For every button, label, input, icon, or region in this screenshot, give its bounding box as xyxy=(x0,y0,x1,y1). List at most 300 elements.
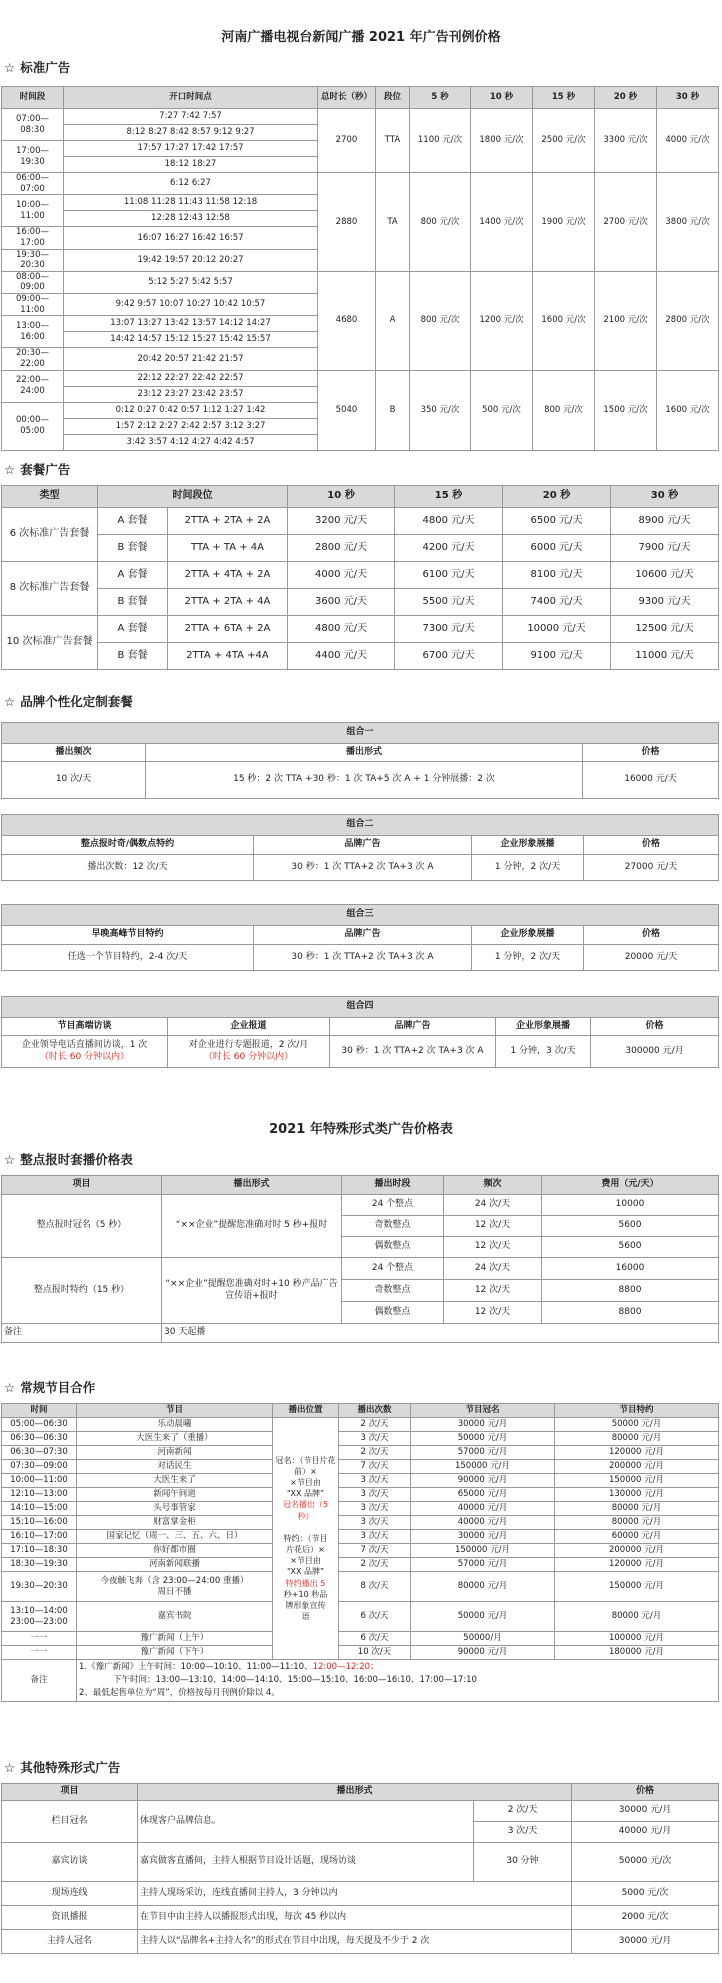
col-header: 时间段位 xyxy=(98,486,288,508)
price-30s: 11000 元/天 xyxy=(611,643,719,670)
col-header: 播出次数 xyxy=(339,1404,411,1418)
table-row xyxy=(2,1930,719,1954)
price-30s: 3800 元/次 xyxy=(657,173,719,272)
price-5s: 800 元/次 xyxy=(410,271,471,370)
price: 40000 元/月 xyxy=(572,1822,719,1843)
position-line: 牌形象宣传 xyxy=(285,1601,326,1611)
price-10s: 500 元/次 xyxy=(471,370,533,450)
table-row xyxy=(2,589,719,616)
title-sponsor-price: 40000 元/月 xyxy=(411,1516,555,1530)
title-sponsor-price: 150000 元/月 xyxy=(411,1544,555,1558)
broadcast-count: 3 次/天 xyxy=(339,1432,411,1446)
program-name: 你好都市圈 xyxy=(77,1544,273,1558)
special-sponsor-price: 200000 元/月 xyxy=(555,1544,719,1558)
col-header: 播出形式 xyxy=(146,744,583,762)
price-20s: 9100 元/天 xyxy=(503,643,611,670)
section-label: 其他特殊形式广告 xyxy=(20,1760,121,1775)
price-30s: 9300 元/天 xyxy=(611,589,719,616)
star-icon: ☆ xyxy=(4,1380,16,1395)
duration: 30 分钟 xyxy=(474,1843,572,1882)
time-points: 0:12 0:27 0:42 0:57 1:12 1:27 1:42 xyxy=(64,402,318,418)
time-points: 1:57 2:12 2:27 2:42 2:57 3:12 3:27 xyxy=(64,418,318,434)
price-15s: 4200 元/天 xyxy=(395,535,503,562)
special-sponsor-price: 80000 元/月 xyxy=(555,1602,719,1632)
fee: 16000 xyxy=(542,1258,719,1280)
frequency: 12 次/天 xyxy=(444,1302,542,1324)
price-15s: 7300 元/天 xyxy=(395,616,503,643)
price-30s: 2800 元/次 xyxy=(657,271,719,370)
fee: 5600 xyxy=(542,1216,719,1237)
level: TA xyxy=(376,173,410,272)
fee: 10000 xyxy=(542,1195,719,1216)
special-sponsor-price: 180000 元/月 xyxy=(555,1646,719,1660)
broadcast-count: 7 次/天 xyxy=(339,1460,411,1474)
program-time: 17:10—18:30 xyxy=(2,1544,77,1558)
table-row xyxy=(2,1036,719,1068)
special-sponsor-price: 200000 元/月 xyxy=(555,1460,719,1474)
col-header: 品牌广告 xyxy=(254,836,472,855)
table-row xyxy=(2,1258,719,1280)
time-slot: 09:00—11:00 xyxy=(2,294,64,316)
price: 27000 元/天 xyxy=(584,855,719,881)
broadcast-position xyxy=(273,1418,339,1660)
time-slot: 20:30—22:00 xyxy=(2,348,64,370)
col-header: 企业形象展播 xyxy=(472,836,584,855)
special-sponsor-price: 150000 元/月 xyxy=(555,1572,719,1602)
time-points: 20:42 20:57 21:42 21:57 xyxy=(64,348,318,370)
star-icon: ☆ xyxy=(4,462,16,477)
program-time: 07:30—09:00 xyxy=(2,1460,77,1474)
package-name: B 套餐 xyxy=(98,589,168,616)
price: 2000 元/次 xyxy=(572,1906,719,1930)
program-name: 河南新闻联播 xyxy=(77,1558,273,1572)
program-name: 大医生来了 xyxy=(77,1474,273,1488)
table-row xyxy=(2,271,719,293)
duration-note: （时长 60 分钟以内） xyxy=(39,1051,130,1062)
standard-ad-table xyxy=(1,86,719,451)
package-combo: 2TTA + 2TA + 2A xyxy=(168,508,288,535)
price-15s: 800 元/次 xyxy=(533,370,595,450)
program-name: 乐动晨曦 xyxy=(77,1418,273,1432)
segment: 24 个整点 xyxy=(342,1258,444,1280)
combo-title: 组合三 xyxy=(2,905,719,926)
frequency: 24 次/天 xyxy=(444,1195,542,1216)
combo-one-table xyxy=(1,722,719,799)
position-line: 特约播出 5 xyxy=(285,1578,326,1588)
col-header: 价格 xyxy=(591,1018,719,1036)
program-time: 16:10—17:00 xyxy=(2,1530,77,1544)
price-20s: 2100 元/次 xyxy=(595,271,657,370)
item-name: 整点报时特约（15 秒） xyxy=(2,1258,162,1324)
star-icon: ☆ xyxy=(4,1760,16,1775)
table-row xyxy=(2,1530,719,1544)
document-title: 河南广播电视台新闻广播 2021 年广告刊例价格 xyxy=(221,30,501,45)
table-row xyxy=(2,508,719,535)
col-header: 播出形式 xyxy=(162,1176,342,1195)
special-sponsor-price: 80000 元/月 xyxy=(555,1432,719,1446)
program-table xyxy=(1,1403,719,1702)
col-header: 总时长（秒） xyxy=(318,87,376,109)
price-5s: 350 元/次 xyxy=(410,370,471,450)
cell: 1 分钟，3 次/天 xyxy=(496,1036,591,1068)
broadcast-count: 3 次/天 xyxy=(339,1488,411,1502)
segment: 偶数整点 xyxy=(342,1302,444,1324)
item-name: 现场连线 xyxy=(2,1882,138,1906)
position-line: 片花后）× xyxy=(286,1545,325,1555)
program-name: 豫广新闻（上午） xyxy=(77,1632,273,1646)
col-header: 10 秒 xyxy=(288,486,395,508)
note-highlight: 12:00—12:20； xyxy=(312,1662,379,1673)
col-header: 整点报时奇/偶数点特约 xyxy=(2,836,254,855)
col-header: 企业报道 xyxy=(168,1018,330,1036)
time-points: 6:12 6:27 xyxy=(64,173,318,195)
time-points: 19:42 19:57 20:12 20:27 xyxy=(64,249,318,271)
table-row xyxy=(2,1544,719,1558)
note-label: 备注 xyxy=(2,1660,77,1702)
program-name: 对话民生 xyxy=(77,1460,273,1474)
table-row xyxy=(2,1432,719,1446)
program-name: 新闻午间道 xyxy=(77,1488,273,1502)
package-name: A 套餐 xyxy=(98,562,168,589)
table-row xyxy=(2,762,719,799)
program-note: 周日不播 xyxy=(157,1586,192,1597)
broadcast-form: 15 秒：2 次 TTA +30 秒：1 次 TA+5 次 A + 1 分钟展播：2 次 xyxy=(146,762,583,799)
package-name: A 套餐 xyxy=(98,616,168,643)
col-header: 节目特约 xyxy=(555,1404,719,1418)
price-10s: 4000 元/天 xyxy=(288,562,395,589)
price: 50000 元/次 xyxy=(572,1843,719,1882)
combo-two-table xyxy=(1,814,719,881)
program-name: 财富掌金柜 xyxy=(77,1516,273,1530)
col-header: 项目 xyxy=(2,1176,162,1195)
cell: 30 秒：1 次 TTA+2 次 TA+3 次 A xyxy=(254,855,472,881)
table-row xyxy=(2,370,719,386)
price-30s: 10600 元/天 xyxy=(611,562,719,589)
time-points: 16:07 16:27 16:42 16:57 xyxy=(64,227,318,249)
title-sponsor-price: 50000 元/月 xyxy=(411,1432,555,1446)
time-points: 13:07 13:27 13:42 13:57 14:12 14:27 xyxy=(64,316,318,332)
position-line: 秒） xyxy=(297,1511,314,1521)
package-name: A 套餐 xyxy=(98,508,168,535)
price-10s: 3200 元/天 xyxy=(288,508,395,535)
program-name: 嘉宾书院 xyxy=(77,1602,273,1632)
broadcast-count: 3 次/天 xyxy=(339,1502,411,1516)
package-ad-table xyxy=(1,485,719,670)
time-points: 8:12 8:27 8:42 8:57 9:12 9:27 xyxy=(64,125,318,141)
frequency: 12 次/天 xyxy=(444,1237,542,1258)
table-header-row xyxy=(2,87,719,109)
program-time: 18:30—19:30 xyxy=(2,1558,77,1572)
table-header-row xyxy=(2,1404,719,1418)
special-sponsor-price: 80000 元/月 xyxy=(555,1502,719,1516)
price-30s: 12500 元/天 xyxy=(611,616,719,643)
package-combo: 2TTA + 6TA + 2A xyxy=(168,616,288,643)
position-line: “XX 品牌” xyxy=(286,1567,325,1577)
cell: 任选一个节目特约，2-4 次/天 xyxy=(2,945,254,971)
package-type: 10 次标准广告套餐 xyxy=(2,616,98,670)
frequency: 2 次/天 xyxy=(474,1801,572,1822)
combo-four-table xyxy=(1,996,719,1068)
program-name: 国家记忆（周一、三、五、六、日） xyxy=(77,1530,273,1544)
time-points: 7:27 7:42 7:57 xyxy=(64,109,318,125)
price-20s: 10000 元/天 xyxy=(503,616,611,643)
report-cell xyxy=(168,1036,330,1068)
special-sponsor-price: 60000 元/月 xyxy=(555,1530,719,1544)
col-header: 节目冠名 xyxy=(411,1404,555,1418)
col-header: 播出频次 xyxy=(2,744,146,762)
time-points: 22:12 22:27 22:42 22:57 xyxy=(64,370,318,386)
col-header: 5 秒 xyxy=(410,87,471,109)
fee: 8800 xyxy=(542,1280,719,1302)
segment: 奇数整点 xyxy=(342,1216,444,1237)
section-label: 整点报时套播价格表 xyxy=(20,1152,133,1167)
section-label: 品牌个性化定制套餐 xyxy=(20,694,133,709)
broadcast-count: 3 次/天 xyxy=(339,1474,411,1488)
time-points: 23:12 23:27 23:42 23:57 xyxy=(64,386,318,402)
table-header-row xyxy=(2,1784,719,1801)
frequency: 3 次/天 xyxy=(474,1822,572,1843)
total-duration: 5040 xyxy=(318,370,376,450)
star-icon: ☆ xyxy=(4,60,16,75)
time-points: 17:57 17:27 17:42 17:57 xyxy=(64,141,318,157)
broadcast-count: 2 次/天 xyxy=(339,1418,411,1432)
col-header: 价格 xyxy=(572,1784,719,1801)
frequency: 24 次/天 xyxy=(444,1258,542,1280)
price-30s: 7900 元/天 xyxy=(611,535,719,562)
table-row xyxy=(2,1906,719,1930)
broadcast-form: 主持人以“品牌名+主持人名”的形式在节目中出现，每天提及不少于 2 次 xyxy=(138,1930,572,1954)
col-header: 项目 xyxy=(2,1784,138,1801)
time-slot: 19:30—20:30 xyxy=(2,249,64,271)
level: B xyxy=(376,370,410,450)
col-header: 频次 xyxy=(444,1176,542,1195)
section-title-brand xyxy=(4,692,133,710)
price-15s: 1900 元/次 xyxy=(533,173,595,272)
time-slot: 08:00—09:00 xyxy=(2,271,64,293)
col-header: 价格 xyxy=(584,926,719,945)
interview-text: 企业领导电话直播间访谈，1 次 xyxy=(21,1040,148,1051)
title-sponsor-price: 90000 元/月 xyxy=(411,1474,555,1488)
title-sponsor-price: 57000 元/月 xyxy=(411,1558,555,1572)
col-header: 时间 xyxy=(2,1404,77,1418)
note-cell xyxy=(77,1660,719,1702)
col-header: 类型 xyxy=(2,486,98,508)
title-sponsor-price: 150000 元/月 xyxy=(411,1460,555,1474)
program-name: 大医生来了（重播） xyxy=(77,1432,273,1446)
broadcast-count: 8 次/天 xyxy=(339,1572,411,1602)
interview-cell xyxy=(2,1036,168,1068)
position-line: 特约：（节目 xyxy=(283,1533,328,1543)
broadcast-count: 10 次/天 xyxy=(339,1646,411,1660)
item-name: 整点报时冠名（5 秒） xyxy=(2,1195,162,1258)
segment: 偶数整点 xyxy=(342,1237,444,1258)
broadcast-count: 6 次/天 xyxy=(339,1632,411,1646)
program-time: 05:00—06:30 xyxy=(2,1418,77,1432)
note-text: 2、最低起售单位为“周”，价格按每月刊例价除以 4。 xyxy=(79,1687,280,1698)
col-header: 品牌广告 xyxy=(254,926,472,945)
table-row xyxy=(2,1502,719,1516)
position-line xyxy=(275,1522,336,1533)
price-10s: 2800 元/天 xyxy=(288,535,395,562)
col-header: 15 秒 xyxy=(533,87,595,109)
col-header: 20 秒 xyxy=(503,486,611,508)
package-combo: 2TTA + 4TA + 2A xyxy=(168,562,288,589)
level: A xyxy=(376,271,410,370)
col-header: 早晚高峰节目特约 xyxy=(2,926,254,945)
price-30s: 1600 元/次 xyxy=(657,370,719,450)
col-header: 品牌广告 xyxy=(330,1018,496,1036)
table-row xyxy=(2,562,719,589)
cell: 1 分钟，2 次/天 xyxy=(472,945,584,971)
special-sponsor-price: 80000 元/月 xyxy=(555,1516,719,1530)
price-20s: 1500 元/次 xyxy=(595,370,657,450)
title-sponsor-price: 90000 元/月 xyxy=(411,1646,555,1660)
special-sponsor-price: 120000 元/月 xyxy=(555,1446,719,1460)
special-sponsor-price: 130000 元/月 xyxy=(555,1488,719,1502)
price-30s: 8900 元/天 xyxy=(611,508,719,535)
package-combo: 2TTA + 4TA +4A xyxy=(168,643,288,670)
time-slot: 16:00—17:00 xyxy=(2,227,64,249)
note-line xyxy=(79,1661,716,1674)
fee: 5600 xyxy=(542,1237,719,1258)
col-header: 播出位置 xyxy=(273,1404,339,1418)
price-15s: 6100 元/天 xyxy=(395,562,503,589)
table-row xyxy=(2,1801,719,1822)
program-time: 23:00—23:00 xyxy=(10,1616,68,1627)
combo-title: 组合二 xyxy=(2,815,719,836)
program-time: 06:30—07:30 xyxy=(2,1446,77,1460)
position-line: 冠名播出（5 xyxy=(282,1500,329,1510)
other-ads-table xyxy=(1,1783,719,1954)
special-sponsor-price: 150000 元/月 xyxy=(555,1474,719,1488)
program-time: 14:10—15:00 xyxy=(2,1502,77,1516)
table-row xyxy=(2,1474,719,1488)
table-row xyxy=(2,616,719,643)
section-title-program xyxy=(4,1378,95,1396)
price-15s: 5500 元/天 xyxy=(395,589,503,616)
report-text: 对企业进行专题报道，2 次/月 xyxy=(188,1040,309,1051)
table-row xyxy=(2,855,719,881)
col-header: 段位 xyxy=(376,87,410,109)
broadcast-count: 7 次/天 xyxy=(339,1544,411,1558)
col-header: 价格 xyxy=(583,744,719,762)
broadcast-form: 体现客户品牌信息。 xyxy=(138,1801,474,1843)
program-name: 豫广新闻（下午） xyxy=(77,1646,273,1660)
broadcast-form: “××企业”提醒您准确对时 5 秒+报时 xyxy=(162,1195,342,1258)
item-name: 栏目冠名 xyxy=(2,1801,138,1843)
table-row xyxy=(2,1558,719,1572)
table-row xyxy=(2,1572,719,1602)
price-5s: 800 元/次 xyxy=(410,173,471,272)
price-15s: 6700 元/天 xyxy=(395,643,503,670)
price: 30000 元/月 xyxy=(572,1801,719,1822)
price: 30000 元/月 xyxy=(572,1930,719,1954)
broadcast-form: 在节目中由主持人以播报形式出现，每次 45 秒以内 xyxy=(138,1906,572,1930)
table-row xyxy=(2,1660,719,1702)
program-name: 今夜触飞奔（含 23:00—24:00 重播） xyxy=(100,1575,249,1586)
program-time: 19:30—20:30 xyxy=(2,1572,77,1602)
broadcast-form: 嘉宾做客直播间，主持人根据节目设计话题，现场访谈 xyxy=(138,1843,474,1882)
table-row xyxy=(2,1843,719,1882)
time-slot: 22:00—24:00 xyxy=(2,370,64,402)
time-points: 11:08 11:28 11:43 11:58 12:18 xyxy=(64,195,318,211)
cell: 播出次数：12 次/天 xyxy=(2,855,254,881)
price-10s: 1800 元/次 xyxy=(471,109,533,173)
table-row xyxy=(2,535,719,562)
title-sponsor-price: 30000 元/月 xyxy=(411,1418,555,1432)
table-row xyxy=(2,945,719,971)
position-line: 秒+10 秒品 xyxy=(283,1589,328,1599)
broadcast-count: 6 次/天 xyxy=(339,1602,411,1632)
broadcast-count: 3 次/天 xyxy=(339,1530,411,1544)
broadcast-count: 2 次/天 xyxy=(339,1446,411,1460)
level: TTA xyxy=(376,109,410,173)
combo-three-table xyxy=(1,904,719,971)
table-header-row xyxy=(2,486,719,508)
col-header: 播出时段 xyxy=(342,1176,444,1195)
cell: 30 秒：1 次 TTA+2 次 TA+3 次 A xyxy=(330,1036,496,1068)
broadcast-count: 3 次/天 xyxy=(339,1516,411,1530)
table-row xyxy=(2,1516,719,1530)
section-title-package xyxy=(4,460,70,478)
price-10s: 1400 元/次 xyxy=(471,173,533,272)
program-time: 12:10—13:00 xyxy=(2,1488,77,1502)
title-sponsor-price: 30000 元/月 xyxy=(411,1530,555,1544)
title-sponsor-price: 50000/月 xyxy=(411,1632,555,1646)
package-name: B 套餐 xyxy=(98,535,168,562)
star-icon: ☆ xyxy=(4,1152,16,1167)
price-5s: 1100 元/次 xyxy=(410,109,471,173)
table-row xyxy=(2,1324,719,1343)
table-row xyxy=(2,1882,719,1906)
position-line: ×节目由 xyxy=(290,1556,321,1566)
special-sponsor-price: 100000 元/月 xyxy=(555,1632,719,1646)
table-row xyxy=(2,1602,719,1632)
col-header: 10 秒 xyxy=(471,87,533,109)
package-combo: 2TTA + 2TA + 4A xyxy=(168,589,288,616)
col-header: 15 秒 xyxy=(395,486,503,508)
table-row xyxy=(2,1418,719,1432)
time-slot: 00:00—05:00 xyxy=(2,402,64,450)
package-type: 8 次标准广告套餐 xyxy=(2,562,98,616)
price: 16000 元/天 xyxy=(583,762,719,799)
cell: 30 秒：1 次 TTA+2 次 TA+3 次 A xyxy=(254,945,472,971)
total-duration: 4680 xyxy=(318,271,376,370)
table-row xyxy=(2,1646,719,1660)
price-10s: 4800 元/天 xyxy=(288,616,395,643)
table-row xyxy=(2,1195,719,1216)
cell: 1 分钟，2 次/天 xyxy=(472,855,584,881)
broadcast-count: 2 次/天 xyxy=(339,1558,411,1572)
col-header: 播出形式 xyxy=(138,1784,572,1801)
table-row xyxy=(2,173,719,195)
table-row xyxy=(2,109,719,125)
price: 20000 元/天 xyxy=(584,945,719,971)
frequency: 12 次/天 xyxy=(444,1280,542,1302)
special-sponsor-price: 120000 元/月 xyxy=(555,1558,719,1572)
note-text: 下午时间：13:00—13:10、14:00—14:10、15:00—15:10、16:00—16:10、17:00—17:10 xyxy=(113,1675,477,1686)
position-line: “XX 品牌” xyxy=(286,1489,325,1499)
time-slot: 10:00—11:00 xyxy=(2,195,64,227)
program-time: 13:10—14:00 xyxy=(10,1605,68,1616)
title-sponsor-price: 57000 元/月 xyxy=(411,1446,555,1460)
time-slot: 07:00—08:30 xyxy=(2,109,64,141)
star-icon: ☆ xyxy=(4,694,16,709)
program-time: 一一 xyxy=(2,1632,77,1646)
title-sponsor-price: 50000 元/月 xyxy=(411,1602,555,1632)
broadcast-form: 主持人现场采访，连线直播间主持人，3 分钟以内 xyxy=(138,1882,572,1906)
price-15s: 4800 元/天 xyxy=(395,508,503,535)
